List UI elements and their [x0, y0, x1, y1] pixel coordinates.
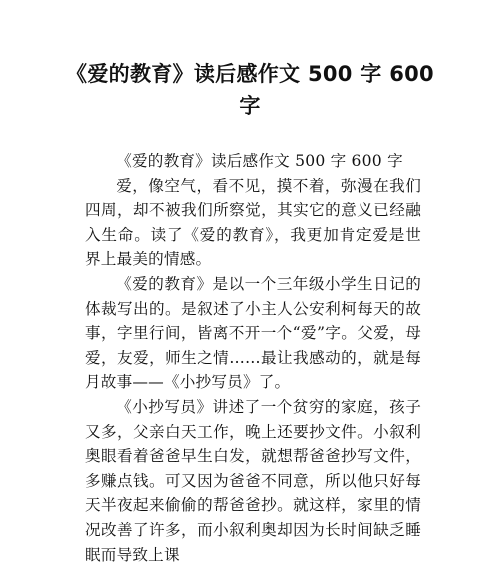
paragraph: 《爱的教育》是以一个三年级小学生日记的体裁写出的。是叙述了小主人公安利柯每天的故事，字里行间，皆离不开一个“爱”字。父爱，母爱，友爱，师生之情……最让我感动的，就是每月故事——《小抄写员》了。	[85, 274, 421, 392]
document-body	[85, 149, 421, 566]
document-title: 《爱的教育》读后感作文 500 字 600 字	[66, 62, 434, 118]
document-subtitle: 《爱的教育》读后感作文 500 字 600 字	[116, 152, 403, 170]
paragraph: 《小抄写员》讲述了一个贫穷的家庭，孩子又多，父亲白天工作，晚上还要抄文件。小叙利奥眼看着爸爸早生白发，就想帮爸爸抄写文件，多赚点钱。可又因为爸爸不同意，所以他只好每天半夜起来偷偷的帮爸爸抄。就这样，家里的情况改善了许多，而小叙利奥却因为长时间缺乏睡眠而导致上课	[85, 397, 421, 564]
paragraph: 爱，像空气，看不见，摸不着，弥漫在我们四周，却不被我们所察觉，其实它的意义已经融入生命。读了《爱的教育》，我更加肯定爱是世界上最美的情感。	[85, 176, 421, 269]
